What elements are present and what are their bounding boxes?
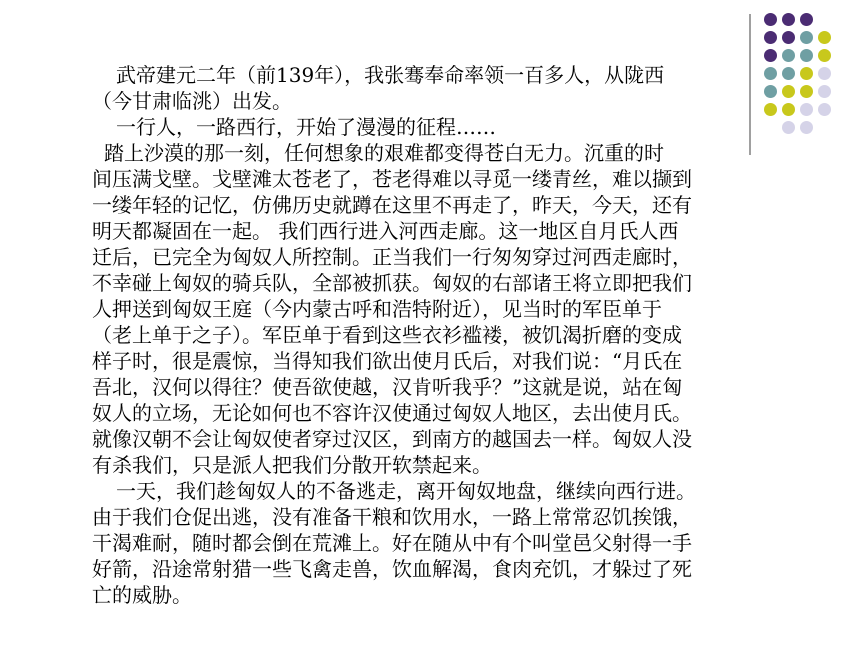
text-line: 不幸碰上匈奴的骑兵队，全部被抓获。匈奴的右部诸王将立即把我们 <box>92 271 692 295</box>
decorative-dot <box>764 85 777 98</box>
decorative-dot <box>818 67 831 80</box>
text-line: 就像汉朝不会让匈奴使者穿过汉区，到南方的越国去一样。匈奴人没 <box>92 427 692 451</box>
decorative-dot <box>818 103 831 116</box>
text-line: 一行人，一路西行，开始了漫漫的征程…… <box>116 115 496 139</box>
text-line: 一缕年轻的记忆，仿佛历史就蹲在这里不再走了，昨天，今天，还有 <box>92 193 692 217</box>
text-line: 有杀我们，只是派人把我们分散开软禁起来。 <box>92 453 492 477</box>
decorative-dot <box>800 67 813 80</box>
text-line: 踏上沙漠的那一刻，任何想象的艰难都变得苍白无力。沉重的时 <box>104 141 664 165</box>
decorative-divider-line <box>749 14 751 155</box>
decorative-dot <box>800 121 813 134</box>
decorative-dot <box>782 67 795 80</box>
decorative-dot <box>782 13 795 26</box>
decorative-dot <box>818 31 831 44</box>
decorative-dot <box>818 85 831 98</box>
decorative-dot <box>764 67 777 80</box>
decorative-dot <box>800 13 813 26</box>
text-line: 吾北，汉何以得往？使吾欲使越，汉肯听我乎？”这就是说，站在匈 <box>92 375 683 399</box>
decorative-dot <box>782 31 795 44</box>
text-line: 好箭，沿途常射猎一些飞禽走兽，饮血解渴，食肉充饥，才躲过了死 <box>92 557 692 581</box>
text-line: 亡的威胁。 <box>92 583 192 607</box>
decorative-dot <box>782 121 795 134</box>
decorative-dot <box>764 13 777 26</box>
text-line: 武帝建元二年（前139年），我张骞奉命率领一百多人，从陇西 <box>116 63 665 87</box>
decorative-dot-grid <box>764 13 848 137</box>
story-text-block <box>92 62 742 608</box>
text-line: 迁后，已完全为匈奴人所控制。正当我们一行匆匆穿过河西走廊时， <box>92 245 692 269</box>
text-line: （今甘肃临洮）出发。 <box>92 89 292 113</box>
text-line: 间压满戈壁。戈壁滩太苍老了，苍老得难以寻觅一缕青丝，难以撷到 <box>92 167 692 191</box>
text-line: 由于我们仓促出逃，没有准备干粮和饮用水，一路上常常忍饥挨饿， <box>92 505 692 529</box>
decorative-dot <box>764 49 777 62</box>
decorative-dot <box>800 85 813 98</box>
decorative-dot <box>800 49 813 62</box>
text-line: 人押送到匈奴王庭（今内蒙古呼和浩特附近），见当时的军臣单于 <box>92 297 662 321</box>
decorative-dot <box>800 103 813 116</box>
text-line: 干渴难耐，随时都会倒在荒滩上。好在随从中有个叫堂邑父射得一手 <box>92 531 692 555</box>
text-line: 明天都凝固在一起。 我们西行进入河西走廊。这一地区自月氏人西 <box>92 219 679 243</box>
decorative-dot <box>818 49 831 62</box>
decorative-dot <box>782 49 795 62</box>
decorative-dot <box>800 31 813 44</box>
text-line: 样子时，很是震惊，当得知我们欲出使月氏后，对我们说：“月氏在 <box>92 349 683 373</box>
decorative-dot <box>782 103 795 116</box>
text-line: （老上单于之子）。军臣单于看到这些衣衫褴褛，被饥渴折磨的变成 <box>92 323 682 347</box>
text-line: 奴人的立场，无论如何也不容许汉使通过匈奴人地区，去出使月氏。 <box>92 401 692 425</box>
text-line: 一天，我们趁匈奴人的不备逃走，离开匈奴地盘，继续向西行进。 <box>116 479 696 503</box>
decorative-dot <box>782 85 795 98</box>
decorative-dot <box>764 103 777 116</box>
decorative-dot <box>764 31 777 44</box>
